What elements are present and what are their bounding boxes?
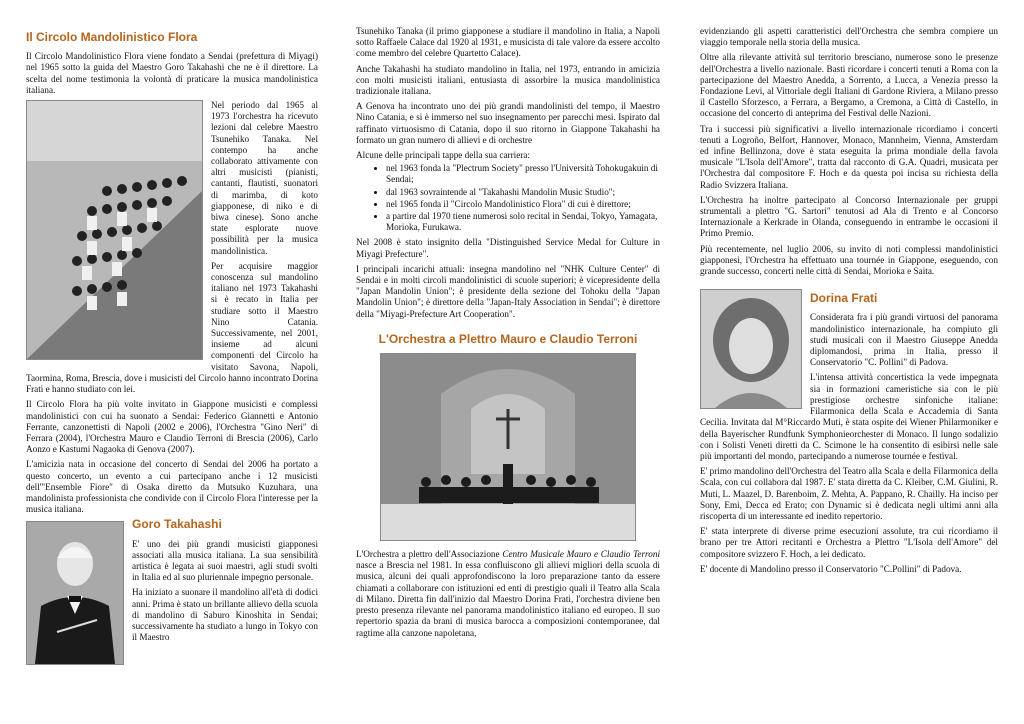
list-item: • a partire dal 1970 tiene numerosi solo recital in Sendai, Tokyo, Yamagata, Morioka, Furukawa. <box>386 211 660 233</box>
career-list <box>356 163 660 233</box>
column-middle <box>356 26 660 643</box>
dorina-paragraph-5: E' docente di Mandolino presso il Conservatorio "C.Pollini" di Padova. <box>700 563 962 574</box>
orchestra-text-b: nasce a Brescia nel 1981. In essa confluiscono gli allievi migliori della scuola di musica, alcuni dei quali approfondiscono la loro preparazione tanto da essere chiamati a collaborare con istituzioni ed enti di prestigio quali il Teatro alla Scala di Milano. Diretta fin dall'inizio dal Maestro Dorina Frati, l'orchestra diviene ben presto presenza rilevante nel panorama mandolinistico italiano ed europeo. Il suo repertorio spazia da brani di musica barocca a composizioni contemporanee, dal ragtime alla canzone napoletana, <box>356 560 660 638</box>
flora-paragraph-2: Nel periodo dal 1965 al 1973 l'orchestra ha ricevuto lezioni dal celebre Maestro Tsunehiko Tanaka. Nel contempo ha anche collaborato attivamente con altri musicisti (pianisti, cantanti, flautisti, suonatori di marimba, di koto giapponese, di niko e di biwa cinese). Sono anche state esplorate nuove possibilità per la musica mandolinistica. <box>211 100 318 256</box>
goro-paragraph-1: E' uno dei più grandi musicisti giapponesi associati alla musica italiana. La sua sensibilità artistica è legata ai suoi maestri, agli studi svolti in Italia ed al suo pluriennale impegno personale. <box>132 538 318 583</box>
flora-paragraph-5: L'amicizia nata in occasione del concerto di Sendai del 2006 ha portato a questo concerto, un evento a cui partecipano anche i 12 musicisti dell'"Ensemble Fiore" di Osaka diretto da Mutsuko Kuzuhara, una mandolinista professionista che condivide con il Circolo Flora l'interesse per la musica italiana. <box>26 459 318 515</box>
column-right <box>700 26 998 579</box>
medal-paragraph: Nel 2008 è stato insignito della "Distinguished Service Medal for Culture in Miyagi Prefecture". <box>356 237 660 259</box>
list-item: • dal 1963 sovraintende al "Takahashi Mandolin Music Studio"; <box>386 187 660 198</box>
section-title-orchestra: L'Orchestra a Plettro Mauro e Claudio Terroni <box>378 331 638 346</box>
orchestra-group-photo <box>26 100 203 360</box>
dorina-paragraph-4: E' stata interprete di diverse prime esecuzioni assolute, tra cui ricordiamo il brano per tre Attori recitanti e Orchestra a Plettro "L'Isola dell'Amore" del compositore svizzero F. Hoch, a lei dedicato. <box>700 526 998 559</box>
international-paragraph: Tra i successi più significativi a livello internazionale ricordiamo i concerti tenuti a Logroño, Belfort, Hannover, Monaco, Mannheim, Vienna, Amsterdam ed infine Bellinzona, dove è stata eseguita la prima mondiale della favola musicale "L'Isola dell'Amore", tratta dal racconto di G.A. Quadri, musicata per l'Orchestra dal compositore F. Hoch e da questa poi incisa su richiesta della Radio Svizzera Italiana. <box>700 123 998 190</box>
association-name: Centro Musicale Mauro e Claudio Terroni <box>502 549 661 560</box>
column-left <box>26 26 318 669</box>
dorina-paragraph-3: E' primo mandolino dell'Orchestra del Teatro alla Scala e della Filarmonica della Scala, con cui collabora dal 1987. E' stata diretta da C. Kleiber, C.M. Giulini, R. Muti, L. Maazel, D. Barenboim, Z. Mehta, A. Pappano, R. Chailly. Ha inciso per Sony, Emi, Decca ed Erato; con Dynamic si è dedicata negli ultimi anni alla riscoperta di un interessante ed inedito repertorio. <box>700 466 998 521</box>
section-title-dorina: Dorina Frati <box>810 291 878 306</box>
catania-paragraph: A Genova ha incontrato uno dei più grandi mandolinisti del tempo, il Maestro Nino Catania, e si è immerso nel suo insegnamento per parecchi mesi. Ispirato dal raffinato virtuosismo di Catania, dopo il suo ritorno in Giappone Takahashi ha formato un gran numero di allievi e di orchestre <box>356 101 660 145</box>
goro-takahashi-portrait <box>26 521 124 665</box>
positions-paragraph: I principali incarichi attuali: insegna mandolino nel "NHK Culture Center" di Sendai e in molti circoli mandolinistici di scuole superiori; è vicepresidente della "Japan Mandolin Union"; è presidente della sezione del Tohoku della "Japan Mandolin Union"; è direttore della "Japan-Italy Association in Sendai"; è direttore della "Miyagi-Prefecture Art Cooperation". <box>356 263 660 319</box>
takahashi-italy-paragraph: Anche Takahashi ha studiato mandolino in Italia, nel 1973, entrando in amicizia con molti musicisti italiani, entusiasta di assorbire la musica mandolinistica tradizionale italiana. <box>356 63 660 97</box>
competitions-paragraph: L'Orchestra ha inoltre partecipato al Concorso Internazionale per gruppi strumentali a plettro "G. Sartori" tenutosi ad Ala di Trento e al Concorso Internazionale a Kerkrade in Olanda, conseguendo in entrambe le occasioni il Primo Premio. <box>700 194 998 239</box>
tanaka-paragraph: Tsunehiko Tanaka (il primo giapponese a studiare il mandolino in Italia, a Napoli sotto Raffaele Calace dal 1920 al 1931, e musicista di tale valore da essere accolto come membro del celebre Quartetto Calace). <box>356 26 660 59</box>
japan-tour-paragraph: Più recentemente, nel luglio 2006, su invito di noti complessi mandolinistici giapponesi, l'Orchestra ha effettuato una tournée in Giappone, eseguendo, con grande successo, concerti nelle città di Sendai, Morioka e Saita. <box>700 243 998 277</box>
section-title-goro: Goro Takahashi <box>132 517 222 532</box>
goro-paragraph-2: Ha iniziato a suonare il mandolino all'età di dodici anni. Prima è stato un brillante allievo della scuola di mandolino di Saburo Kinoshita in Sendai; successivamente ha studiato a lungo in Tokyo con il Maestro <box>132 587 318 643</box>
orchestra-paragraph <box>356 549 660 639</box>
dorina-paragraph-2: L'intensa attività concertistica la vede impegnata sia in formazioni cameristiche sia con le più prestigiose orchestre sinfoniche italiane: Filarmonica della Scala e Accademia di Santa Cecilia. Invitata dal M°Riccardo Muti, è stata ospite dei Wiener Philarmoniker e della Bayerischer Rundfunk Symphonieorchester di Monaco. Il lungo sodalizio con i Solisti Veneti diretti da C. Scimone le ha consentito di esibirsi nelle sale più importanti del mondo, partecipando a numerose tournée e festival. <box>700 372 998 461</box>
orchestra-continued-paragraph: evidenziando gli aspetti caratteristici dell'Orchestra che sembra compiere un viaggio temporale nella storia della musica. <box>700 26 998 48</box>
section-title-flora: Il Circolo Mandolinistico Flora <box>26 30 198 44</box>
dorina-paragraph-1: Considerata fra i più grandi virtuosi del panorama mandolinistico internazionale, ha compiuto gli studi musicali con il Maestro Giuseppe Anedda diplomandosi, prima in Italia, presso il Conservatorio "C. Pollini" di Padova. <box>810 312 998 368</box>
flora-paragraph-4: Il Circolo Flora ha più volte invitato in Giappone musicisti e complessi mandolinistici con cui ha suonato a Sendai: Federico Giannetti e Antonio Ferrante, canzonettisti di Napoli (2002 e 2006), l'Orchestra "Gino Neri" di Ferrara (2004), l'Orchestra Mauro e Claudio Terroni di Brescia (2006), Carlo Aonzo e Kastumi Nagaoka di Genova (2007). <box>26 399 318 455</box>
flora-paragraph-3: Per acquisire maggior conoscenza sul mandolino italiano nel 1973 Takahashi si è recato in Italia per studiare sotto il Maestro Nino Catania. Successivamente, nel 2001, insieme ad alcuni componenti del Circolo ha visitato Savona, Napoli, Taormina, Roma, Brescia, dove i musicisti del Circolo hanno incontrato Dorina Frati e hanno studiato con lei. <box>26 260 319 395</box>
list-item: • nel 1963 fonda la "Plectrum Society" presso l'Università Tohokugakuin di Sendai; <box>386 163 660 185</box>
flora-paragraph-1: Il Circolo Mandolinistico Flora viene fondato a Sendai (prefettura di Miyagi) nel 1965 sotto la guida del Maestro Goro Takahashi che ne è il direttore. La scelta del nome testimonia la volontà di praticare la musica mandolinistica italiana. <box>26 51 318 95</box>
dorina-frati-portrait <box>700 289 802 409</box>
career-list-intro: Alcune delle principali tappe della sua carriera: <box>356 150 530 161</box>
orchestra-concert-photo <box>380 353 636 541</box>
national-activity-paragraph: Oltre alla rilevante attività sul territorio bresciano, numerose sono le presenze dell'Orchestra a livello nazionale. Basti ricordare i concerti tenuti a Roma con la partecipazione del Maestro Anedda, a Sorrento, a Lucca, a Venezia presso la Fondazione Levi, al Vittoriale degli Italiani di Gardone Riviera, a Milano presso il Castello Sforzesco, a Ferrara, a Bergamo, a Cremona, a Città di Castello, in occasione del concerto di anteprima del Festival delle Nazioni. <box>700 52 998 119</box>
list-item: • nel 1965 fonda il "Circolo Mandolinistico Flora" di cui è direttore; <box>386 199 660 210</box>
orchestra-text-a: L'Orchestra a plettro dell'Associazione <box>356 549 503 560</box>
